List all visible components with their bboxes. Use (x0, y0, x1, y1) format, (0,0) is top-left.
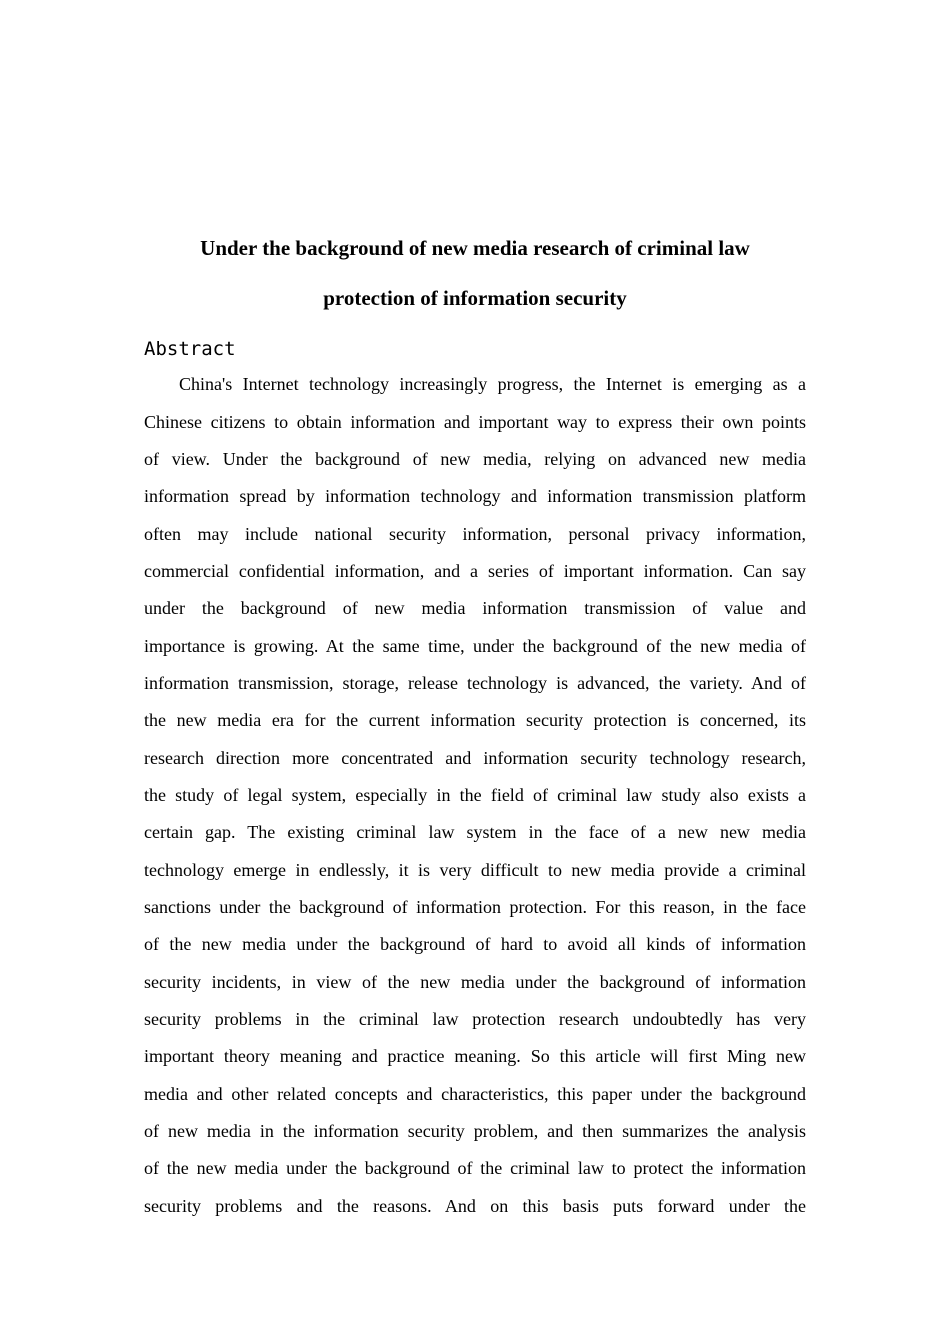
abstract-line: certain gap. The existing criminal law system in the face of a new new media (144, 822, 806, 842)
abstract-line: security problems in the criminal law protection research undoubtedly has very (144, 1009, 806, 1029)
abstract-line: Chinese citizens to obtain information and important way to express their own points (144, 412, 806, 432)
abstract-line: under the background of new media information transmission of value and (144, 598, 806, 618)
abstract-line: security problems and the reasons. And on this basis puts forward under the (144, 1196, 806, 1216)
title-line-2: protection of information security (323, 286, 627, 310)
abstract-line: of new media in the information security problem, and then summarizes the analysis (144, 1121, 806, 1141)
abstract-line: security incidents, in view of the new media under the background of information (144, 972, 806, 992)
abstract-line: sanctions under the background of information protection. For this reason, in the face (144, 897, 806, 917)
abstract-line: the new media era for the current information security protection is concerned, its (144, 710, 806, 730)
abstract-line: of the new media under the background of hard to avoid all kinds of information (144, 934, 806, 954)
abstract-line: importance is growing. At the same time, under the background of the new media of (144, 636, 806, 656)
abstract-line: often may include national security information, personal privacy information, (144, 524, 806, 544)
abstract-line: media and other related concepts and characteristics, this paper under the background (144, 1084, 806, 1104)
abstract-line: research direction more concentrated and information security technology research, (144, 748, 806, 768)
abstract-line: of view. Under the background of new media, relying on advanced new media (144, 449, 806, 469)
title-line-1: Under the background of new media research of criminal law (200, 236, 750, 260)
abstract-line: technology emerge in endlessly, it is very difficult to new media provide a criminal (144, 860, 806, 880)
abstract-line: China's Internet technology increasingly progress, the Internet is emerging as a (179, 374, 806, 394)
abstract-line: the study of legal system, especially in the field of criminal law study also exists a (144, 785, 806, 805)
abstract-heading: Abstract (144, 338, 236, 360)
abstract-line: information transmission, storage, release technology is advanced, the variety. And of (144, 673, 806, 693)
abstract-line: of the new media under the background of the criminal law to protect the information (144, 1158, 806, 1178)
abstract-line: commercial confidential information, and a series of important information. Can say (144, 561, 806, 581)
abstract-line: important theory meaning and practice meaning. So this article will first Ming new (144, 1046, 806, 1066)
abstract-line: information spread by information technology and information transmission platform (144, 486, 806, 506)
